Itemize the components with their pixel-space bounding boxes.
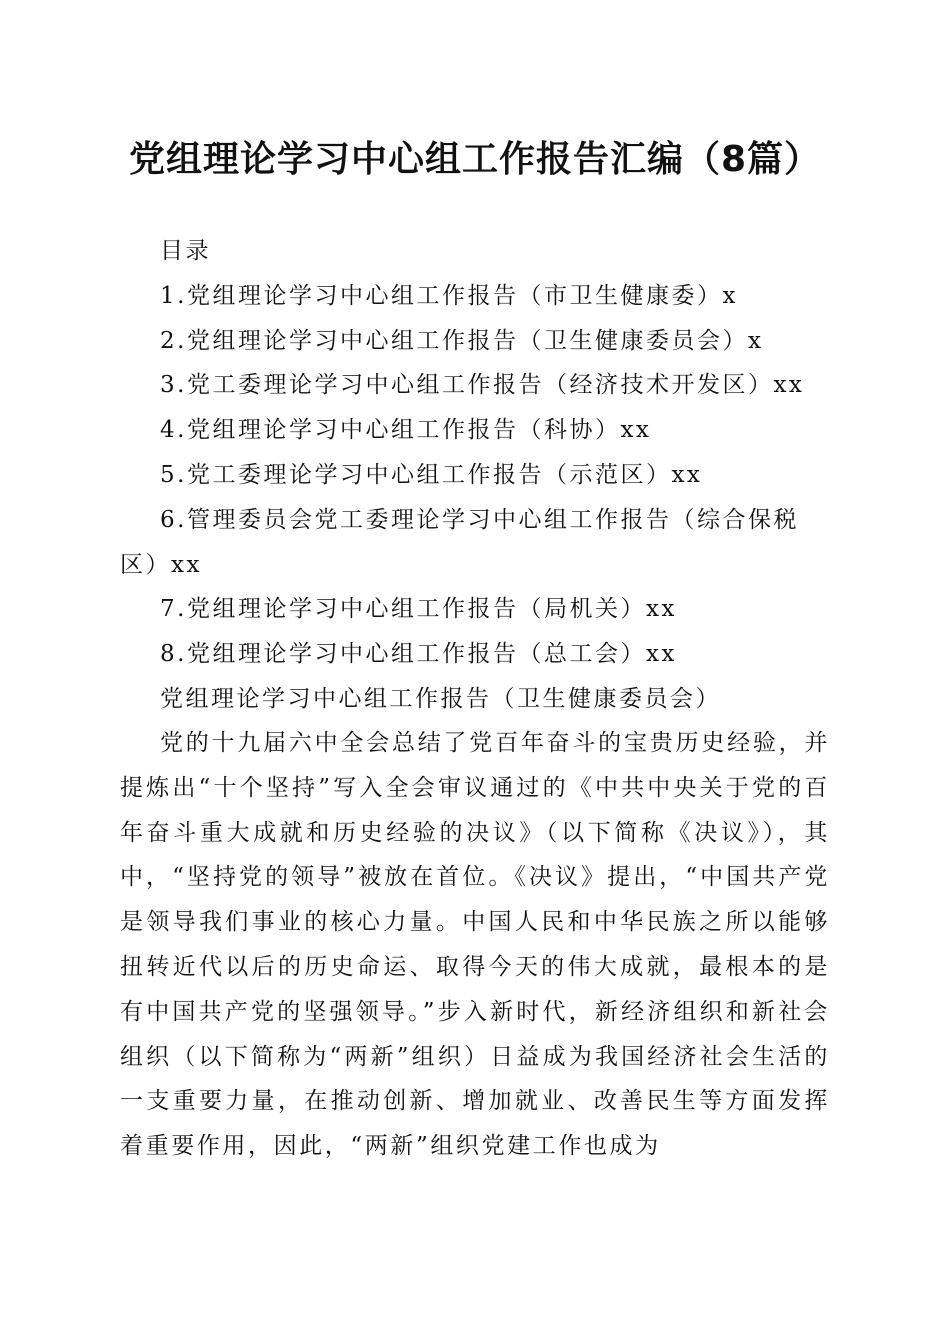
body-text	[120, 721, 830, 1169]
toc-item-3: 3.党工委理论学习中心组工作报告（经济技术开发区）xx	[160, 372, 805, 399]
toc-item-7: 7.党组理论学习中心组工作报告（局机关）xx	[160, 596, 677, 623]
toc-item-8: 8.党组理论学习中心组工作报告（总工会）xx	[160, 641, 677, 668]
toc-item-6: 6.管理委员会党工委理论学习中心组工作报告（综合保税区）xx	[120, 506, 799, 578]
section-heading: 党组理论学习中心组工作报告（卫生健康委员会）	[160, 685, 721, 712]
toc-item-1: 1.党组理论学习中心组工作报告（市卫生健康委）x	[160, 282, 738, 309]
toc-item-2: 2.党组理论学习中心组工作报告（卫生健康委员会）x	[160, 327, 764, 354]
toc-item-4: 4.党组理论学习中心组工作报告（科协）xx	[160, 417, 652, 444]
toc-heading: 目录	[160, 238, 211, 264]
body-paragraph: 党的十九届六中全会总结了党百年奋斗的宝贵历史经验，并提炼出“十个坚持”写入全会审议通过的《中共中央关于党的百年奋斗重大成就和历史经验的决议》（以下简称《决议》），其中，“坚持党的领导”被放在首位。《决议》提出，“中国共产党是领导我们事业的核心力量。中国人民和中华民族之所以能够扭转近代以后的历史命运、取得今天的伟大成就，最根本的是有中国共产党的坚强领导。”步入新时代，新经济组织和新社会组织（以下简称为“两新”组织）日益成为我国经济社会生活的一支重要力量，在推动创新、增加就业、改善民生等方面发挥着重要作用，因此，“两新”组织党建工作也成为	[120, 730, 830, 1160]
table-of-contents	[120, 229, 830, 722]
document-title: 党组理论学习中心组工作报告汇编（8篇）	[128, 139, 822, 180]
toc-item-5: 5.党工委理论学习中心组工作报告（示范区）xx	[160, 461, 703, 488]
